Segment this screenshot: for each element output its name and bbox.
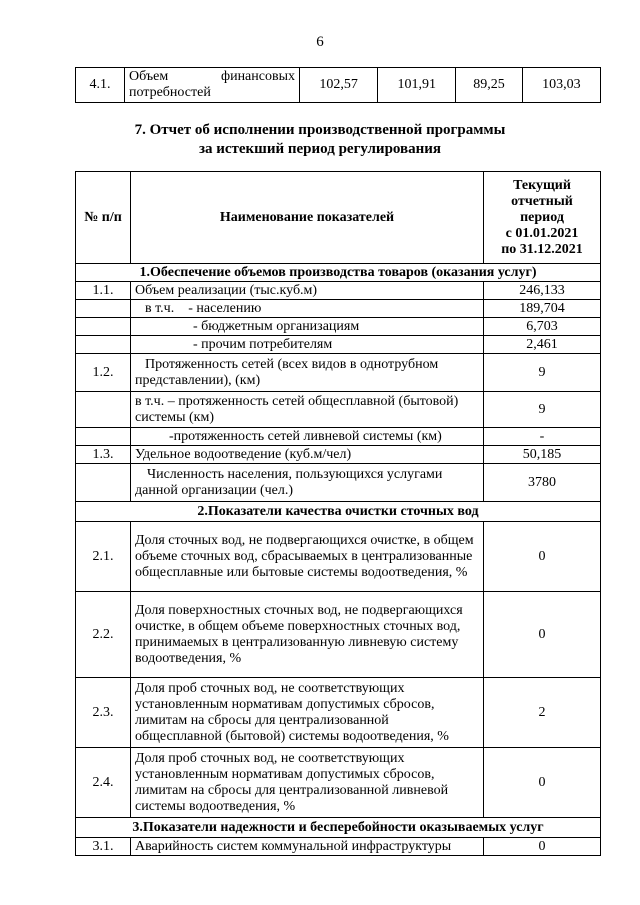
row-number: 1.1. [76,282,131,300]
row-name: - прочим потребителям [131,336,484,354]
row-number [76,464,131,502]
table-row [76,428,601,446]
row-name: Доля поверхностных сточных вод, не подвергающихся очистке, в общем объеме поверхностных сточных вод, принимаемых в централизованную ливневую систему водоотведения, % [131,592,484,678]
section-title-line: 7. Отчет об исполнении производственной программы [134,122,506,138]
section-row [76,502,601,522]
row-value: 3780 [484,464,601,502]
row-name: Доля проб сточных вод, не соответствующих установленным нормативам допустимых сбросов, лимитам на сбросы для централизованной ливневой системы водоотведения, % [131,748,484,818]
section-heading: 1.Обеспечение объемов производства товаров (оказания услуг) [76,264,601,282]
header-num: № п/п [76,172,131,264]
header-period-line: по 31.12.2021 [501,241,583,257]
section-row [76,818,601,838]
header-period-line: отчетный [511,193,573,209]
previous-table-row [75,67,601,103]
row-number: 1.3. [76,446,131,464]
report-table [75,171,601,856]
table-row [76,522,601,592]
table-row [76,354,601,392]
row-value: 6,703 [484,318,601,336]
row-number [76,300,131,318]
row-name [125,68,300,103]
row-number: 4.1. [76,68,125,103]
value-cell: 89,25 [456,68,523,103]
row-value: 246,133 [484,282,601,300]
header-period [484,172,601,264]
header-period-line: с 01.01.2021 [505,225,579,241]
row-value: 189,704 [484,300,601,318]
row-value: 2 [484,678,601,748]
row-value: 2,461 [484,336,601,354]
header-period-line: период [520,209,564,225]
row-name: Аварийность систем коммунальной инфраструктуры [131,838,484,856]
table-row [76,748,601,818]
row-number: 2.3. [76,678,131,748]
table-row [76,592,601,678]
row-name: - бюджетным организациям [131,318,484,336]
row-number: 2.1. [76,522,131,592]
row-name: Численность населения, пользующихся услугами данной организации (чел.) [131,464,484,502]
value-cell: 102,57 [300,68,378,103]
table-row [76,282,601,300]
table-row [76,392,601,428]
row-value: 0 [484,592,601,678]
section-heading: 2.Показатели качества очистки сточных вод [76,502,601,522]
row-name: Доля проб сточных вод, не соответствующих установленным нормативам допустимых сбросов, лимитам на сбросы для централизованной общесплавной (бытовой) системы водоотведения, % [131,678,484,748]
row-value: 0 [484,838,601,856]
row-value: 0 [484,522,601,592]
section-title [0,121,640,159]
row-value: 9 [484,392,601,428]
section-title-line: за истекший период регулирования [198,141,442,157]
table-row [76,318,601,336]
table-row [76,678,601,748]
row-name-part: финансовых [221,69,295,84]
header-period-line: Текущий [513,177,571,193]
section-row [76,264,601,282]
table-row [76,68,601,103]
row-value: - [484,428,601,446]
row-number [76,392,131,428]
value-cell: 101,91 [378,68,456,103]
table-row [76,838,601,856]
row-number: 1.2. [76,354,131,392]
row-number: 3.1. [76,838,131,856]
row-name: Удельное водоотведение (куб.м/чел) [131,446,484,464]
table-row [76,300,601,318]
row-value: 0 [484,748,601,818]
row-number [76,336,131,354]
section-heading: 3.Показатели надежности и бесперебойности оказываемых услуг [76,818,601,838]
value-cell: 103,03 [522,68,600,103]
row-number: 2.4. [76,748,131,818]
row-name-part: Объем [129,69,169,84]
row-name: в т.ч. – протяженность сетей общесплавной (бытовой) системы (км) [131,392,484,428]
table-row [76,446,601,464]
table-row [76,336,601,354]
row-name: Протяженность сетей (всех видов в однотрубном представлении), (км) [131,354,484,392]
row-value: 50,185 [484,446,601,464]
row-number [76,318,131,336]
row-name-part: потребностей [129,85,211,100]
table-header-row [76,172,601,264]
table-row [76,464,601,502]
row-number [76,428,131,446]
row-name: Доля сточных вод, не подвергающихся очистке, в общем объеме сточных вод, сбрасываемых в централизованные общесплавные или бытовые системы водоотведения, % [131,522,484,592]
header-name: Наименование показателей [131,172,484,264]
row-number: 2.2. [76,592,131,678]
row-value: 9 [484,354,601,392]
page-number: 6 [316,34,324,50]
row-name: -протяженность сетей ливневой системы (км) [131,428,484,446]
row-name: в т.ч. - населению [131,300,484,318]
row-name: Объем реализации (тыс.куб.м) [131,282,484,300]
